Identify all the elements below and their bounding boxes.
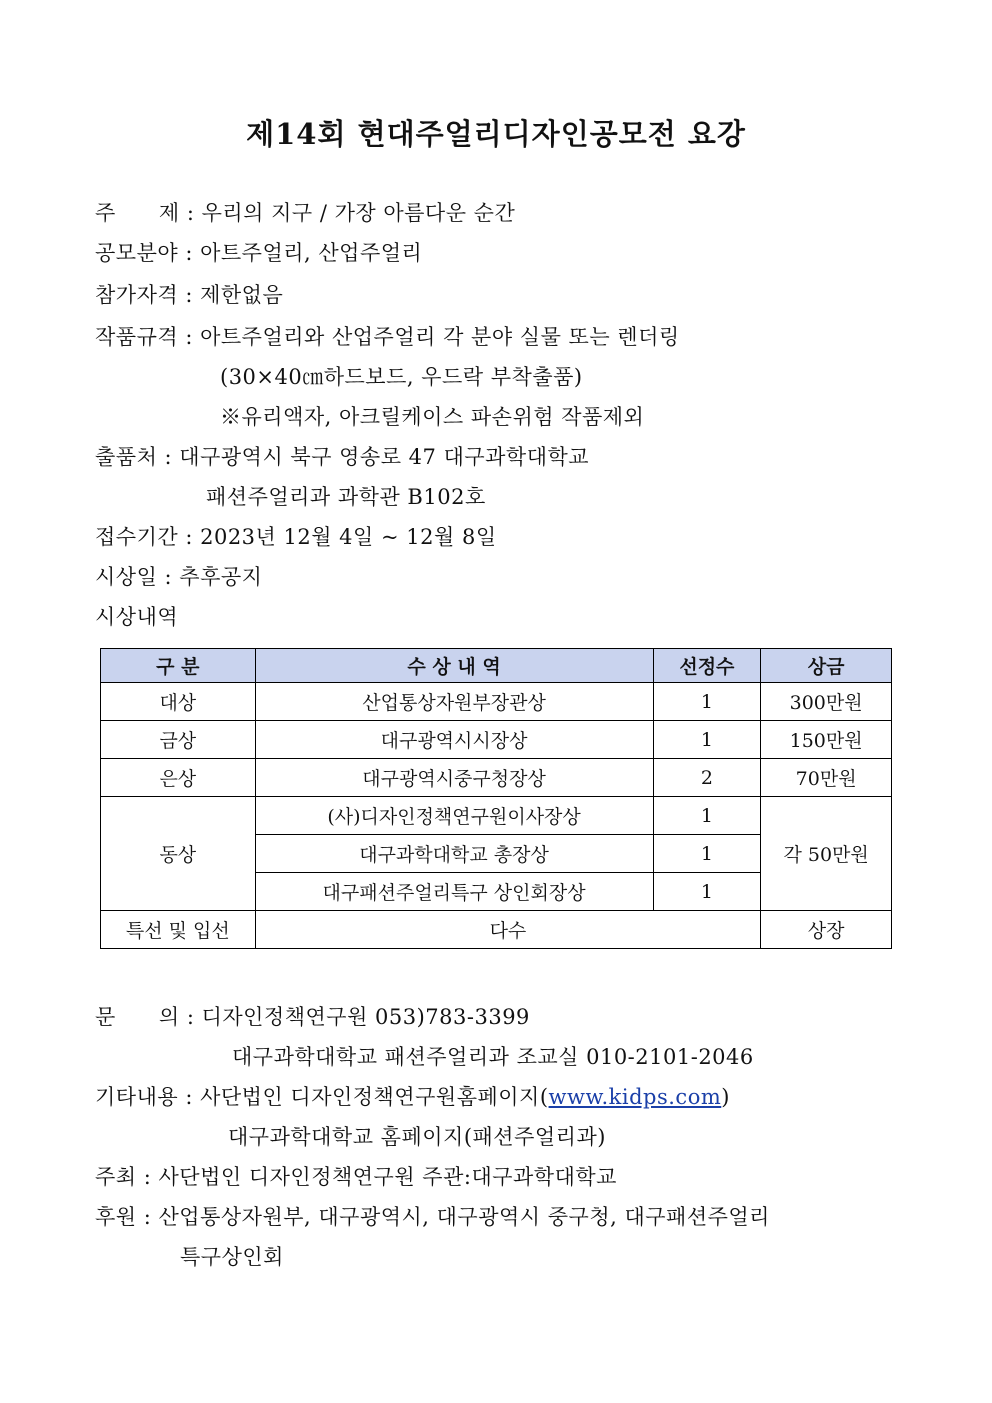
header-category: 구 분 xyxy=(101,649,256,683)
header-count: 선정수 xyxy=(653,649,761,683)
table-header-row xyxy=(101,649,892,683)
host-label: 주최 xyxy=(95,1165,137,1189)
table-row xyxy=(101,683,892,721)
eligibility-row xyxy=(95,280,283,310)
table-row xyxy=(101,721,892,759)
host-row xyxy=(95,1162,617,1192)
spec-line3: ※유리액자, 아크릴케이스 파손위험 작품제외 xyxy=(220,405,645,429)
special-award: 다수 xyxy=(255,911,761,949)
inquiry-line2: 대구과학대학교 패션주얼리과 조교실 010-2101-2046 xyxy=(232,1045,754,1069)
submission-row xyxy=(95,442,589,472)
ceremony-value: : 추후공지 xyxy=(164,565,263,589)
table-row xyxy=(101,797,892,835)
sponsor-row xyxy=(95,1202,770,1232)
row-award: 대구패션주얼리특구 상인회장상 xyxy=(255,873,653,911)
submission-value: : 대구광역시 북구 영송로 47 대구과학대학교 xyxy=(164,445,590,469)
row-award: 대구광역시시장상 xyxy=(255,721,653,759)
etc-row xyxy=(95,1082,730,1112)
special-prize: 상장 xyxy=(761,911,892,949)
row-count: 1 xyxy=(653,797,761,835)
inquiry-value: : 디자인정책연구원 053)783-3399 xyxy=(186,1005,530,1029)
period-label: 접수기간 xyxy=(95,525,179,549)
awards-table xyxy=(100,648,892,949)
bronze-category: 동상 xyxy=(101,797,256,911)
ceremony-row xyxy=(95,562,262,592)
row-count: 2 xyxy=(653,759,761,797)
etc-suffix: ) xyxy=(721,1085,730,1109)
row-award: 대구광역시중구청장상 xyxy=(255,759,653,797)
row-count: 1 xyxy=(653,721,761,759)
header-award: 수 상 내 역 xyxy=(255,649,653,683)
etc-label: 기타내용 xyxy=(95,1085,179,1109)
row-prize: 300만원 xyxy=(761,683,892,721)
special-category: 특선 및 입선 xyxy=(101,911,256,949)
row-count: 1 xyxy=(653,683,761,721)
category-row xyxy=(95,238,422,268)
etc-line2: 대구과학대학교 홈페이지(패션주얼리과) xyxy=(228,1125,606,1149)
eligibility-value: : 제한없음 xyxy=(185,283,284,307)
homepage-link[interactable]: www.kidps.com xyxy=(548,1085,722,1109)
bronze-prize: 각 50만원 xyxy=(761,797,892,911)
row-award: (사)디자인정책연구원이사장상 xyxy=(255,797,653,835)
sponsor-label: 후원 xyxy=(95,1205,137,1229)
inquiry-row xyxy=(95,1002,530,1032)
table-row xyxy=(101,911,892,949)
period-row xyxy=(95,522,497,552)
spec-label: 작품규격 xyxy=(95,325,179,349)
row-count: 1 xyxy=(653,873,761,911)
row-count: 1 xyxy=(653,835,761,873)
host-value: : 사단법인 디자인정책연구원 주관:대구과학대학교 xyxy=(143,1165,617,1189)
spec-line2: (30×40㎝하드보드, 우드락 부착출품) xyxy=(220,365,583,389)
row-award: 대구과학대학교 총장상 xyxy=(255,835,653,873)
sponsor-value: : 산업통상자원부, 대구광역시, 대구광역시 중구청, 대구패션주얼리 xyxy=(143,1205,770,1229)
ceremony-label: 시상일 xyxy=(95,565,158,589)
category-label: 공모분야 xyxy=(95,241,179,265)
row-prize: 150만원 xyxy=(761,721,892,759)
row-category: 은상 xyxy=(101,759,256,797)
table-row xyxy=(101,759,892,797)
category-value: : 아트주얼리, 산업주얼리 xyxy=(185,241,423,265)
theme-label: 주 제 xyxy=(95,201,180,225)
eligibility-label: 참가자격 xyxy=(95,283,179,307)
theme-value: : 우리의 지구 / 가장 아름다운 순간 xyxy=(186,201,516,225)
submission-label: 출품처 xyxy=(95,445,158,469)
row-award: 산업통상자원부장관상 xyxy=(255,683,653,721)
spec-row xyxy=(95,322,680,352)
row-prize: 70만원 xyxy=(761,759,892,797)
spec-value: : 아트주얼리와 산업주얼리 각 분야 실물 또는 렌더링 xyxy=(185,325,680,349)
row-category: 금상 xyxy=(101,721,256,759)
awards-label: 시상내역 xyxy=(95,605,179,629)
submission-line2: 패션주얼리과 과학관 B102호 xyxy=(206,485,486,509)
header-prize: 상금 xyxy=(761,649,892,683)
period-value: : 2023년 12월 4일 ~ 12월 8일 xyxy=(185,525,497,549)
theme-row xyxy=(95,198,515,228)
inquiry-label: 문 의 xyxy=(95,1005,180,1029)
etc-prefix: : 사단법인 디자인정책연구원홈페이지( xyxy=(185,1085,549,1109)
row-category: 대상 xyxy=(101,683,256,721)
sponsor-line2: 특구상인회 xyxy=(180,1245,284,1269)
page-title: 제14회 현대주얼리디자인공모전 요강 xyxy=(246,117,746,151)
